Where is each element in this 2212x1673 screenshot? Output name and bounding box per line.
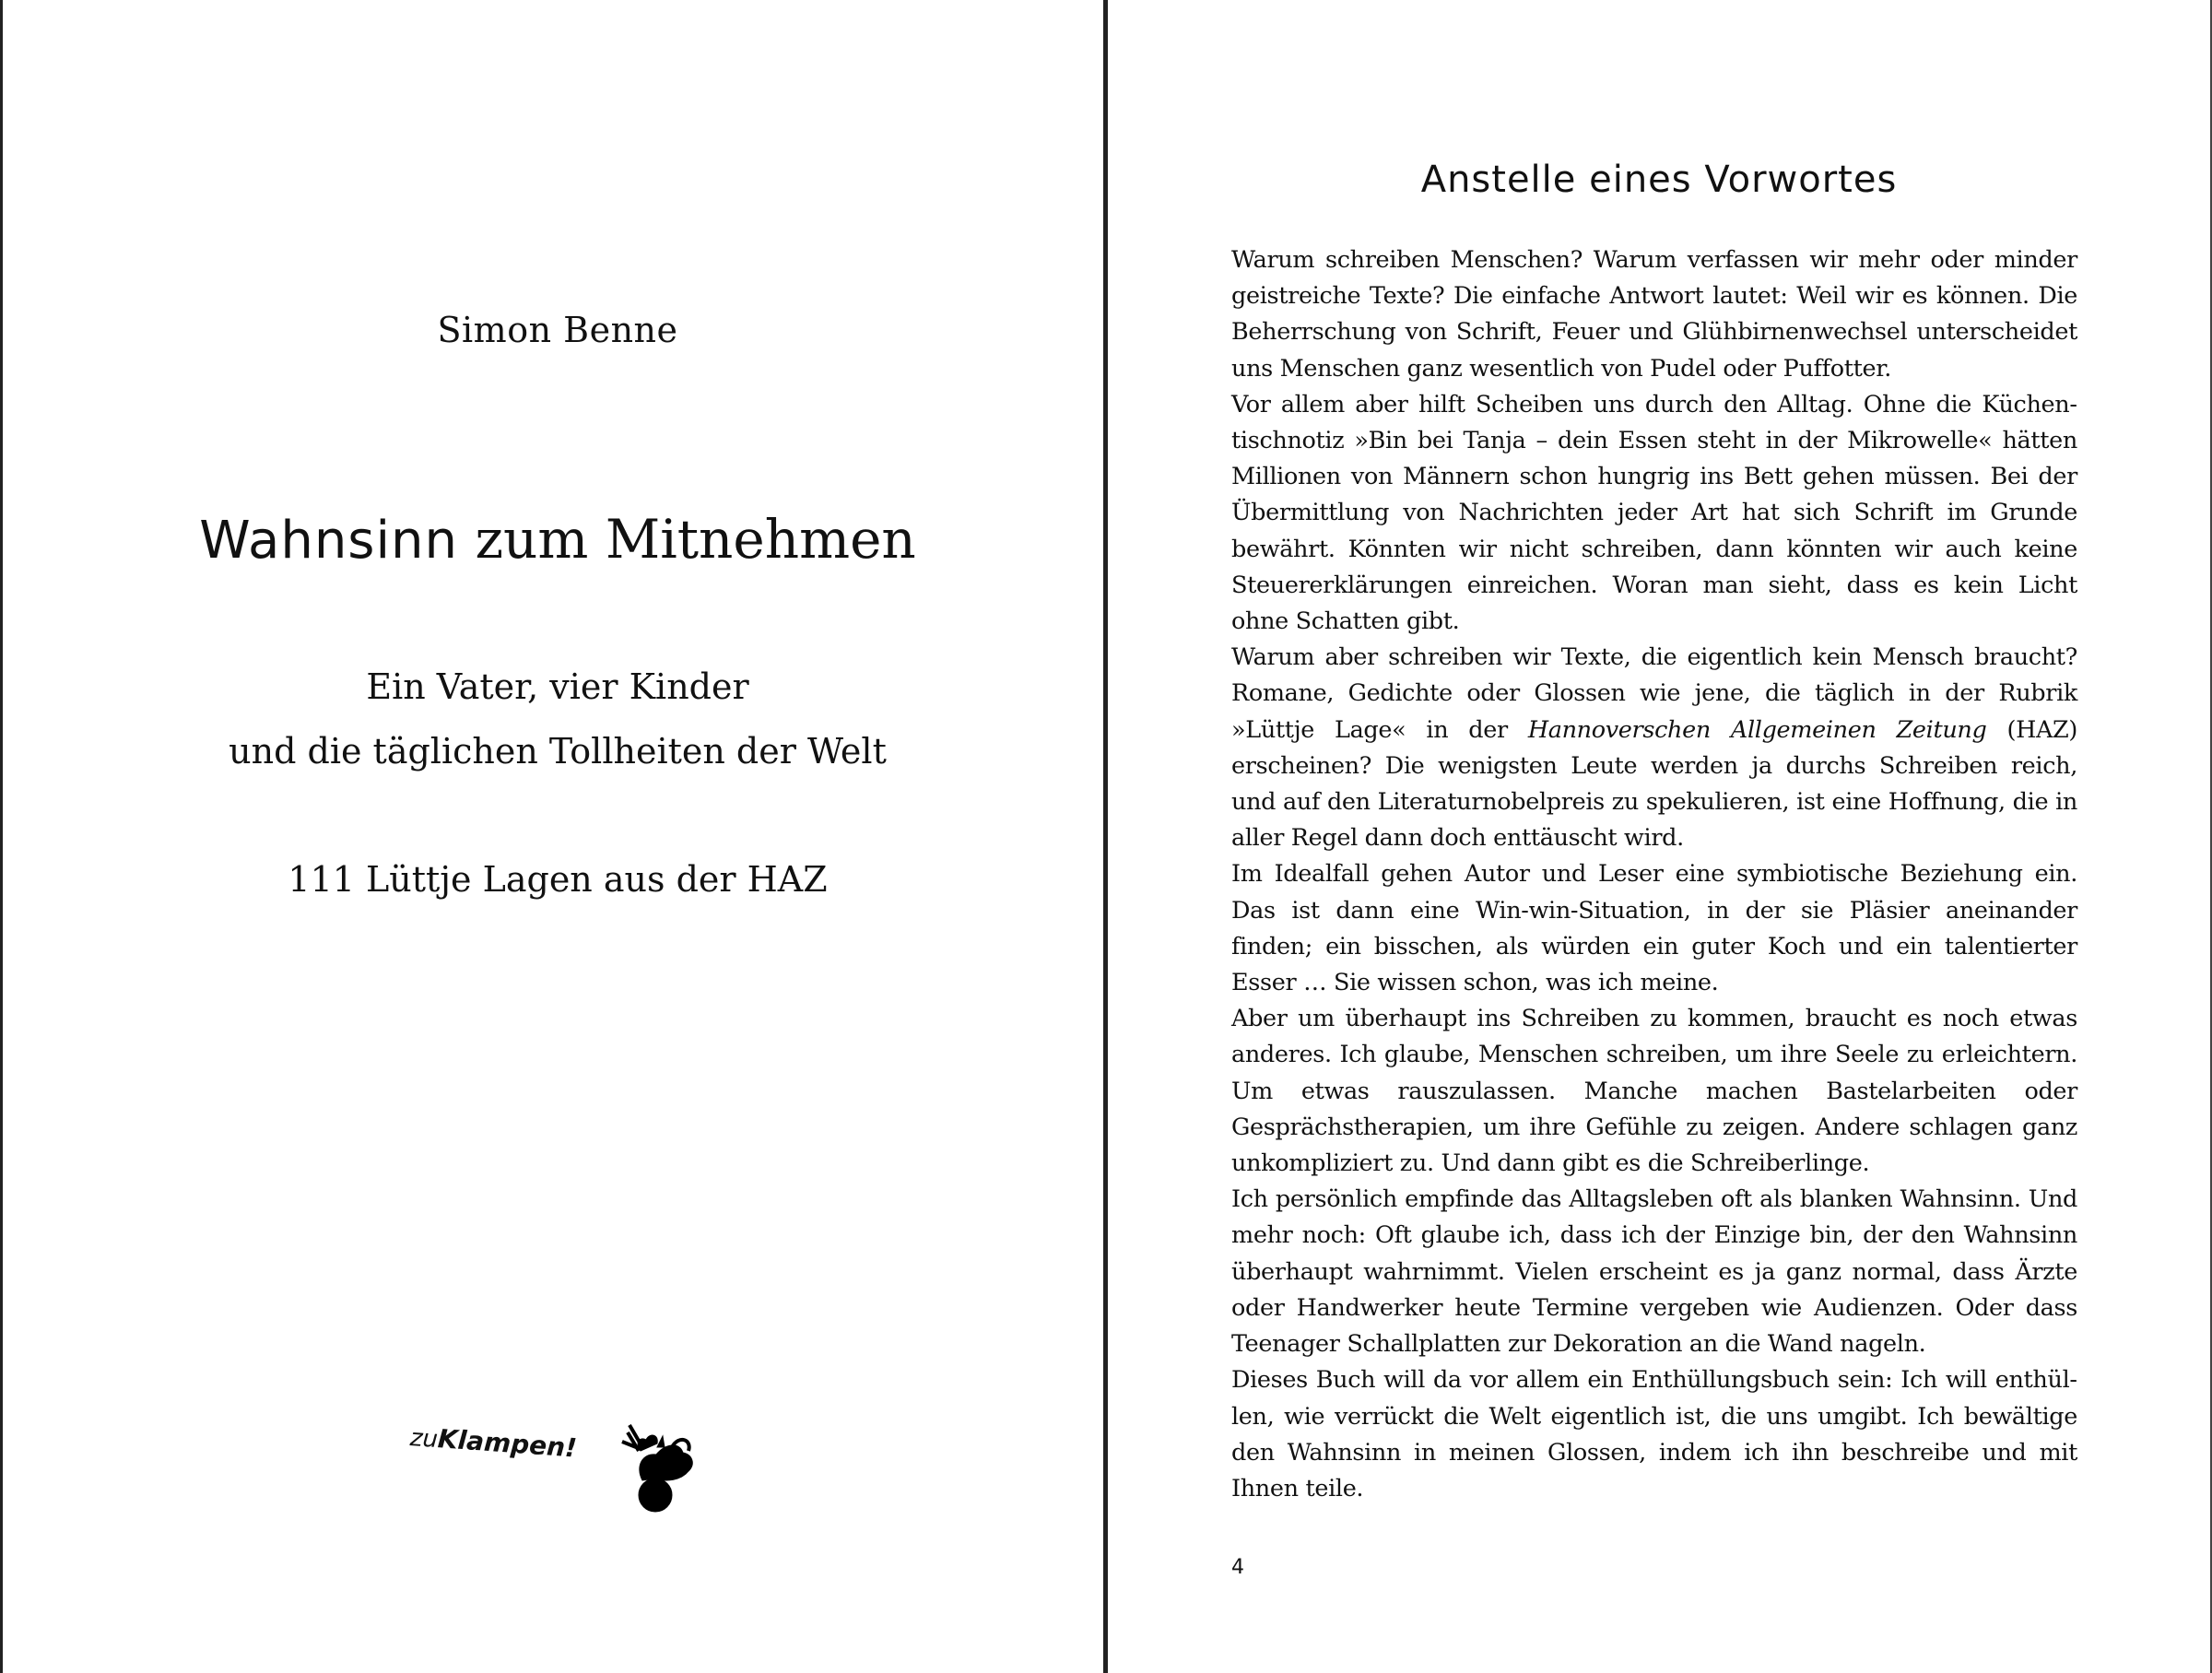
rooster-on-ball-icon bbox=[615, 1416, 698, 1517]
paragraph-1: Warum schreiben Menschen? Warum verfassen wir mehr oder minder geistreiche Texte? Die einfache Antwort lautet: Weil wir es können. Die Beherrschung von Schrift, Feuer und Glühbirnenwechsel unterscheidet uns Menschen ganz wesentlich von Pudel oder Puffotter. bbox=[1231, 246, 2077, 383]
chapter-heading: Anstelle eines Vorwortes bbox=[1420, 159, 1898, 201]
paragraph-3: Warum aber schreiben wir Texte, die eigentlich kein Mensch braucht? Romane, Gedichte oder Glossen wie jene, die täglich in der Rubrik »Lüttje Lage« in der Hannoverschen Allgemeinen Zeitung (HAZ) erscheinen? Die wenigsten Leute werden ja durchs Schreiben reich, und auf den Literaturnobelpreis zu spekulieren, ist eine Hoffnung, die in aller Regel dann doch enttäuscht wird. bbox=[1231, 643, 2077, 853]
subtitle bbox=[0, 654, 1115, 783]
author-name: Simon Benne bbox=[437, 310, 678, 350]
paragraph-7: Dieses Buch will da vor allem ein Enthüllungsbuch sein: Ich will enthüllen, wie verrückt die Welt eigentlich ist, die uns umgibt. Ich bewältige den Wahnsinn in meinen Glossen, indem ich ihn beschreibe und mit Ihnen teile. bbox=[1231, 1366, 2077, 1502]
title-handwritten-part: Wahnsinn bbox=[199, 511, 459, 571]
left-page bbox=[0, 0, 1103, 1673]
collection-note: 111 Lüttje Lagen aus der HAZ bbox=[288, 859, 828, 900]
paragraph-5: Aber um überhaupt ins Schreiben zu kommen, braucht es noch etwas anderes. Ich glaube, Menschen schreiben, um ihre Seele zu erleichtern. Um etwas rauszulassen. Manche machen Bastelarbeiten oder Gesprächstherapien, um ihre Gefühle zu zeigen. Andere schlagen ganz unkompliziert zu. Und dann gibt es die Schreiberlinge. bbox=[1231, 1005, 2077, 1178]
subtitle-line-2: und die täglichen Tollheiten der Welt bbox=[229, 731, 887, 772]
book-title bbox=[0, 502, 1115, 578]
newspaper-name: Hannoverschen Allgemeinen Zeitung bbox=[1527, 715, 1987, 744]
right-page bbox=[1108, 0, 2210, 1673]
page-number: 4 bbox=[1231, 1556, 1244, 1579]
title-serif-part: zum Mitnehmen bbox=[458, 508, 916, 571]
body-text bbox=[1231, 242, 2077, 1507]
subtitle-line-1: Ein Vater, vier Kinder bbox=[366, 666, 749, 707]
publisher-wordmark: zuKlampen! bbox=[408, 1423, 578, 1464]
paragraph-4: Im Idealfall gehen Autor und Leser eine symbiotische Beziehung ein. Das ist dann eine Win-win-Situation, in der sie Pläsier aneinander finden; ein bisschen, als würden ein guter Koch und ein talentierter Esser … Sie wissen schon, was ich meine. bbox=[1231, 860, 2077, 997]
publisher-logo bbox=[410, 1416, 705, 1517]
paragraph-6: Ich persönlich empfinde das Alltagsleben oft als blanken Wahnsinn. Und mehr noch: Oft glaube ich, dass ich der Einzige bin, der den Wahnsinn überhaupt wahrnimmt. Vielen erscheint es ja ganz normal, dass Ärzte oder Handwerker heute Termine vergeben wie Audienzen. Oder dass Teenager Schallplatten zur Dekoration an die Wand nageln. bbox=[1231, 1185, 2077, 1359]
paragraph-2: Vor allem aber hilft Scheiben uns durch den Alltag. Ohne die Küchentischnotiz »Bin bei Tanja – dein Essen steht in der Mikrowelle« hätten Millionen von Männern schon hungrig ins Bett gehen müssen. Bei der Übermittlung von Nachrichten jeder Art hat sich Schrift im Grunde bewährt. Könnten wir nicht schreiben, dann könnten wir auch keine Steuererklärungen einreichen. Woran man sieht, dass es kein Licht ohne Schatten gibt. bbox=[1231, 390, 2077, 636]
